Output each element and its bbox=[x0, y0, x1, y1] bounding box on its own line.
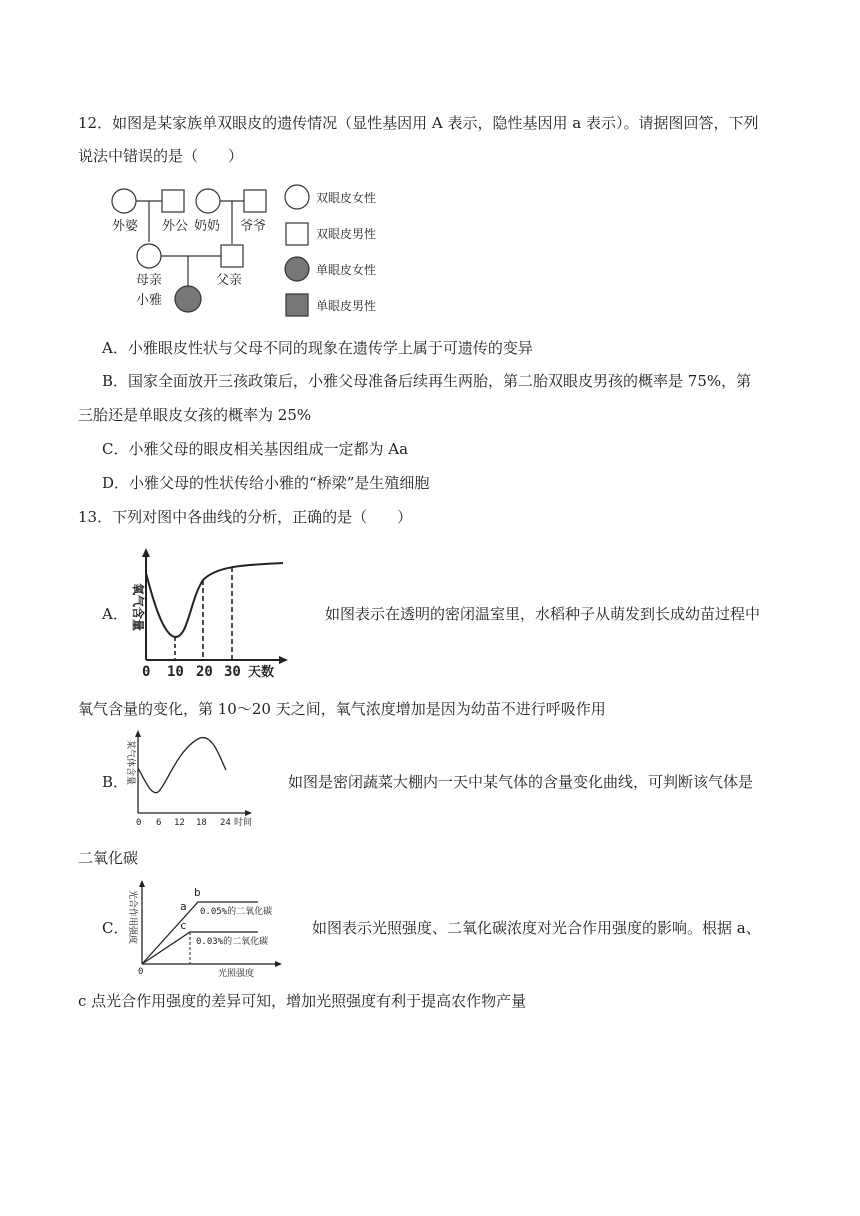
gas-xtick-12: 12 bbox=[174, 818, 185, 828]
xiaoya-label: 小雅 bbox=[136, 293, 163, 308]
oxygen-ylabel: 氧气含量 bbox=[131, 583, 145, 632]
legend-single-female: 单眼皮女性 bbox=[316, 263, 377, 277]
q13-c-label: C． bbox=[102, 919, 129, 937]
gas-xtick-0: 0 bbox=[136, 818, 142, 828]
photo-ylabel: 光合作用强度 bbox=[127, 890, 137, 945]
waipo-label: 外婆 bbox=[112, 219, 139, 234]
oxygen-xtick-30: 30 bbox=[224, 664, 241, 680]
yeye-symbol bbox=[244, 190, 266, 212]
fuqin-symbol bbox=[221, 245, 243, 267]
oxygen-xlabel: 天数 bbox=[248, 665, 275, 680]
q12-stem-line1: 12．如图是某家族单双眼皮的遗传情况（显性基因用 A 表示，隐性基因用 a 表示）。请据图回答，下列 bbox=[78, 114, 759, 132]
q12-option-b-line2: 三胎还是单眼皮女孩的概率为 25% bbox=[78, 406, 312, 424]
pedigree-legend bbox=[282, 180, 412, 320]
gas-xtick-18: 18 bbox=[196, 818, 207, 828]
legend-double-male-icon bbox=[286, 223, 308, 245]
q12-option-b-line1: B．国家全面放开三孩政策后，小雅父母准备后续再生两胎，第二胎双眼皮男孩的概率是 75%，第 bbox=[102, 372, 752, 390]
waigong-label: 外公 bbox=[162, 219, 189, 234]
legend-single-male: 单眼皮男性 bbox=[316, 299, 377, 313]
series-high-co2-label: 0.05%的二氧化碳 bbox=[200, 907, 273, 917]
point-a: a bbox=[180, 900, 187, 913]
waipo-symbol bbox=[112, 189, 136, 213]
gas-curve-chart bbox=[118, 728, 268, 828]
legend-double-female-icon bbox=[285, 185, 309, 209]
q13-b-text-line2: 二氧化碳 bbox=[78, 849, 139, 867]
gas-xtick-24: 24 bbox=[220, 818, 231, 828]
oxygen-xtick-20: 20 bbox=[196, 664, 213, 680]
xiaoya-symbol bbox=[175, 286, 201, 312]
legend-single-male-icon bbox=[286, 294, 308, 316]
q12-option-d: D．小雅父母的性状传给小雅的“桥梁”是生殖细胞 bbox=[102, 474, 430, 492]
gas-xtick-6: 6 bbox=[156, 818, 162, 828]
q13-a-label: A． bbox=[102, 605, 128, 623]
q12-stem-line2: 说法中错误的是（ ） bbox=[78, 147, 244, 165]
q12-option-a: A．小雅眼皮性状与父母不同的现象在遗传学上属于可遗传的变异 bbox=[102, 339, 533, 357]
oxygen-xtick-10: 10 bbox=[167, 664, 184, 680]
q13-b-label: B． bbox=[102, 773, 129, 791]
q12-option-c: C．小雅父母的眼皮相关基因组成一定都为 Aa bbox=[102, 440, 409, 458]
oxygen-curve-chart bbox=[118, 545, 293, 680]
photo-xlabel: 光照强度 bbox=[218, 969, 255, 978]
q13-c-text-line1: 如图表示光照强度、二氧化碳浓度对光合作用强度的影响。根据 a、 bbox=[312, 919, 761, 937]
nainai-label: 奶奶 bbox=[194, 219, 221, 234]
legend-double-male: 双眼皮男性 bbox=[316, 227, 377, 241]
legend-single-female-icon bbox=[285, 257, 309, 281]
muqin-symbol bbox=[137, 244, 161, 268]
waigong-symbol bbox=[162, 190, 184, 212]
series-low-co2-label: 0.03%的二氧化碳 bbox=[196, 937, 269, 947]
oxygen-xtick-0: 0 bbox=[142, 664, 151, 680]
q13-a-text-line2: 氧气含量的变化，第 10～20 天之间，氧气浓度增加是因为幼苗不进行呼吸作用 bbox=[78, 700, 606, 718]
photo-origin: 0 bbox=[138, 967, 144, 977]
point-b: b bbox=[194, 886, 201, 899]
yeye-label: 爷爷 bbox=[240, 219, 267, 234]
photosynthesis-chart bbox=[118, 878, 293, 978]
q13-b-text-line1: 如图是密闭蔬菜大棚内一天中某气体的含量变化曲线，可判断该气体是 bbox=[288, 773, 754, 791]
q13-stem: 13．下列对图中各曲线的分析，正确的是（ ） bbox=[78, 508, 413, 526]
gas-ylabel: 某气体含量 bbox=[125, 740, 135, 786]
q13-c-text-line2: c 点光合作用强度的差异可知，增加光照强度有利于提高农作物产量 bbox=[78, 992, 527, 1010]
nainai-symbol bbox=[196, 189, 220, 213]
oxygen-curve bbox=[146, 563, 283, 637]
legend-double-female: 双眼皮女性 bbox=[316, 191, 377, 205]
point-c: c bbox=[180, 919, 187, 932]
q13-a-text-line1: 如图表示在透明的密闭温室里，水稻种子从萌发到长成幼苗过程中 bbox=[325, 605, 761, 623]
fuqin-label: 父亲 bbox=[216, 273, 243, 288]
gas-curve bbox=[138, 738, 226, 793]
muqin-label: 母亲 bbox=[136, 273, 163, 288]
gas-xlabel: 时间 bbox=[234, 818, 253, 828]
